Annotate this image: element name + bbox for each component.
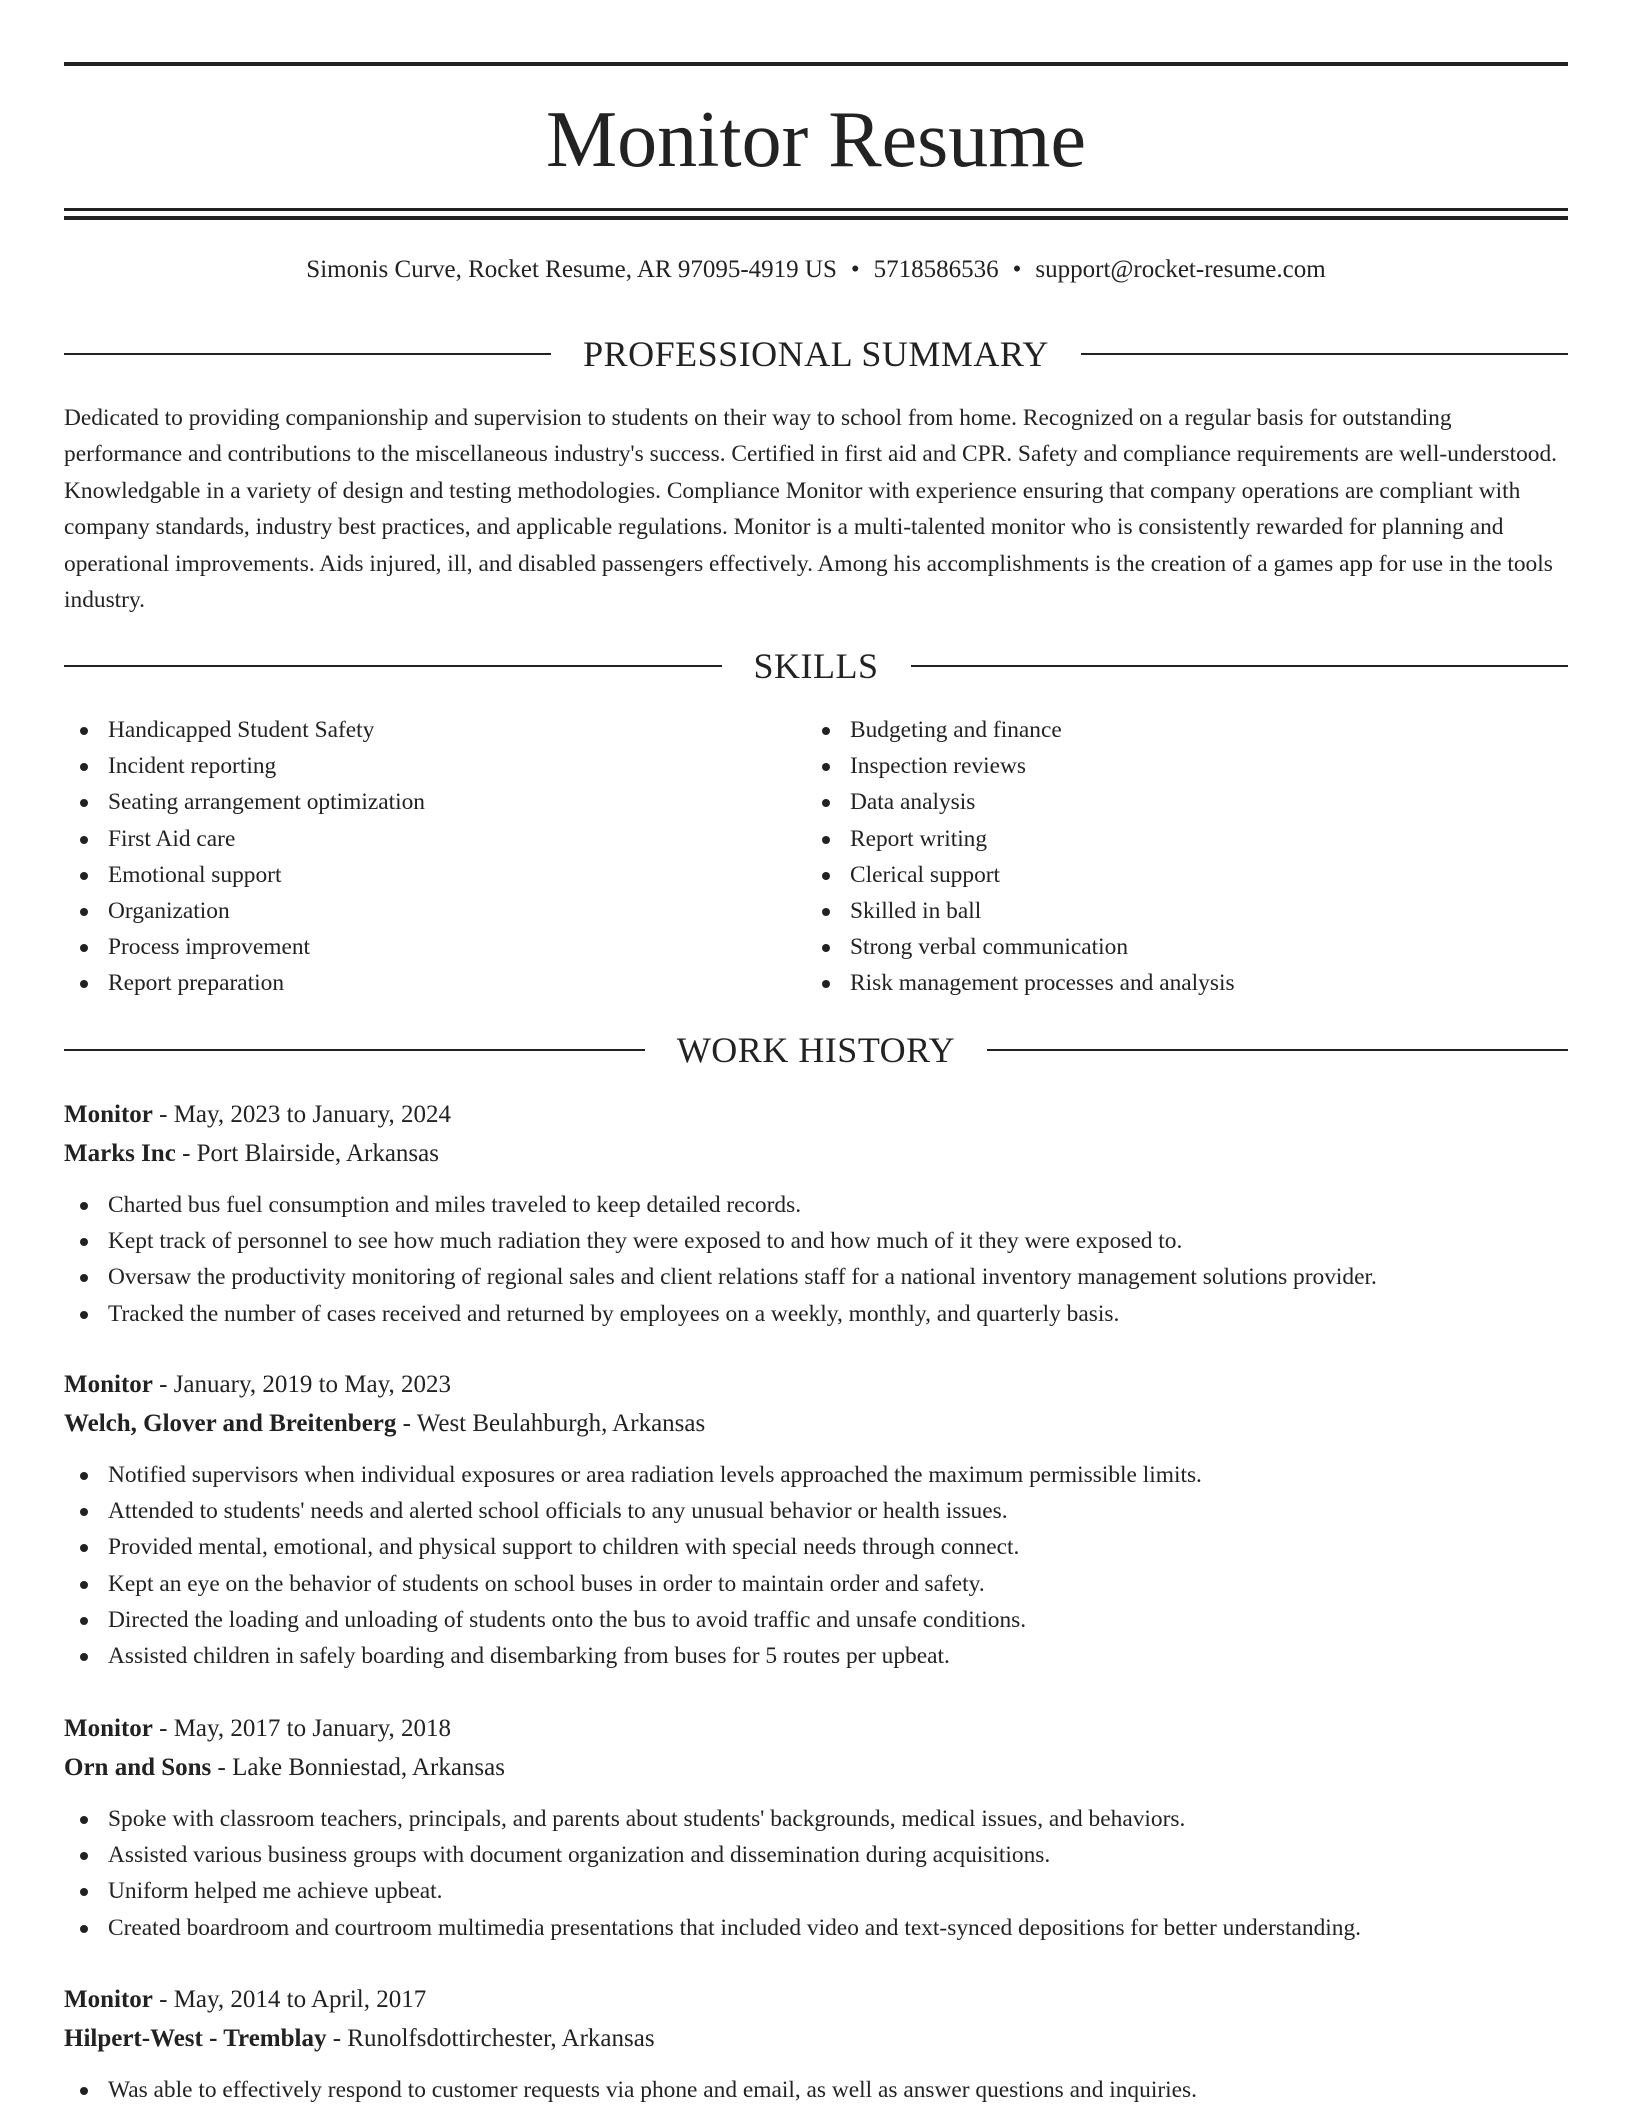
skill-item: First Aid care (64, 821, 806, 857)
job-location: - Port Blairside, Arkansas (175, 1139, 439, 1167)
job-bullet: Charted bus fuel consumption and miles traveled to keep detailed records. (64, 1187, 1568, 1223)
skill-item: Clerical support (806, 857, 1548, 893)
job-dates: - May, 2014 to April, 2017 (152, 1986, 427, 2013)
skill-item: Process improvement (64, 929, 806, 965)
job-bullet: Kept track of personnel to see how much radiation they were exposed to and how much of it they were exposed to. (64, 1223, 1568, 1259)
skill-item: Data analysis (806, 784, 1548, 820)
work-heading-row (64, 1028, 1568, 1072)
summary-heading: PROFESSIONAL SUMMARY (583, 334, 1049, 374)
skill-item: Skilled in ball (806, 893, 1548, 929)
resume-title: Monitor Resume (546, 96, 1086, 184)
skill-item: Inspection reviews (806, 748, 1548, 784)
job-bullet: Created boardroom and courtroom multimedia presentations that included video and text-synced depositions for better understanding. (64, 1910, 1568, 1946)
heading-rule-right (1081, 353, 1568, 355)
contact-phone: 5718586536 (873, 256, 999, 283)
job-entry (64, 1981, 1568, 2108)
job-dates: - May, 2017 to January, 2018 (152, 1715, 451, 1742)
job-title-line (64, 1366, 1568, 1405)
job-bullets (64, 1187, 1568, 1332)
contact-line (64, 254, 1568, 286)
contact-separator: • (1012, 256, 1022, 283)
job-bullet: Directed the loading and unloading of students onto the bus to avoid traffic and unsafe conditions. (64, 1602, 1568, 1638)
heading-rule-right (987, 1049, 1568, 1051)
job-entry (64, 1710, 1568, 1946)
skill-item: Emotional support (64, 857, 806, 893)
job-company-line (64, 1749, 1568, 1788)
skills-column-right (806, 712, 1548, 1002)
heading-rule-right (911, 665, 1569, 667)
skill-item: Strong verbal communication (806, 929, 1548, 965)
job-location: - West Beulahburgh, Arkansas (396, 1409, 706, 1437)
job-bullet: Spoke with classroom teachers, principals, and parents about students' backgrounds, medical issues, and behaviors. (64, 1801, 1568, 1837)
heading-rule-left (64, 353, 551, 355)
job-title: Monitor (64, 1371, 153, 1398)
contact-email: support@rocket-resume.com (1035, 256, 1326, 283)
work-heading: WORK HISTORY (676, 1030, 956, 1070)
job-bullet: Assisted various business groups with document organization and dissemination during acquisitions. (64, 1837, 1568, 1873)
skill-item: Seating arrangement optimization (64, 784, 806, 820)
job-entry (64, 1096, 1568, 1332)
job-title: Monitor (64, 1715, 153, 1742)
job-company-line (64, 2020, 1568, 2059)
skill-item: Incident reporting (64, 748, 806, 784)
job-title-line (64, 1981, 1568, 2020)
job-bullet: Was able to effectively respond to customer requests via phone and email, as well as answer questions and inquiries. (64, 2072, 1568, 2108)
skills-heading: SKILLS (753, 646, 879, 686)
job-location: - Runolfsdottirchester, Arkansas (326, 2024, 655, 2052)
job-bullet: Kept an eye on the behavior of students on school buses in order to maintain order and safety. (64, 1566, 1568, 1602)
skill-item: Budgeting and finance (806, 712, 1548, 748)
job-bullets (64, 1801, 1568, 1946)
header-top-rule (64, 62, 1568, 66)
job-location: - Lake Bonniestad, Arkansas (211, 1753, 505, 1781)
job-title: Monitor (64, 1986, 153, 2013)
job-bullet: Notified supervisors when individual exposures or area radiation levels approached the maximum permissible limits. (64, 1457, 1568, 1493)
job-company: Welch, Glover and Breitenberg (64, 1409, 397, 1437)
job-bullet: Uniform helped me achieve upbeat. (64, 1873, 1568, 1909)
job-bullet: Assisted children in safely boarding and disembarking from buses for 5 routes per upbeat. (64, 1638, 1568, 1674)
job-bullet: Attended to students' needs and alerted school officials to any unusual behavior or health issues. (64, 1493, 1568, 1529)
skills-list (64, 712, 1568, 1002)
skills-column-left (64, 712, 806, 1002)
header-bottom-rule-thick (64, 216, 1568, 220)
job-title: Monitor (64, 1101, 153, 1128)
heading-rule-left (64, 665, 722, 667)
summary-text: Dedicated to providing companionship and supervision to students on their way to school from home. Recognized on a regular basis for outstanding performance and contributions to the miscellaneous industry's success. Certified in first aid and CPR. Safety and compliance requirements are well-understood. Knowledgable in a variety of design and testing methodologies. Compliance Monitor with experience ensuring that company operations are compliant with company standards, industry best practices, and applicable regulations. Monitor is a multi-talented monitor who is consistently rewarded for planning and operational improvements. Aids injured, ill, and disabled passengers effectively. Among his accomplishments is the creation of a games app for use in the tools industry. (64, 405, 1558, 614)
header-bottom-rule (64, 208, 1568, 211)
skill-item: Report writing (806, 821, 1548, 857)
job-dates: - May, 2023 to January, 2024 (152, 1101, 451, 1128)
job-title-line (64, 1710, 1568, 1749)
skill-item: Report preparation (64, 965, 806, 1001)
job-company: Marks Inc (64, 1139, 176, 1167)
job-company-line (64, 1405, 1568, 1444)
job-company: Orn and Sons (64, 1753, 212, 1781)
job-bullets (64, 2072, 1568, 2108)
heading-rule-left (64, 1049, 645, 1051)
contact-address: Simonis Curve, Rocket Resume, AR 97095-4919 US (306, 256, 837, 283)
job-bullets (64, 1457, 1568, 1674)
job-bullet: Tracked the number of cases received and returned by employees on a weekly, monthly, and quarterly basis. (64, 1296, 1568, 1332)
job-company: Hilpert-West - Tremblay (64, 2024, 327, 2052)
skill-item: Risk management processes and analysis (806, 965, 1548, 1001)
skills-heading-row (64, 644, 1568, 688)
job-bullet: Oversaw the productivity monitoring of regional sales and client relations staff for a national inventory management solutions provider. (64, 1259, 1568, 1295)
summary-heading-row (64, 332, 1568, 376)
skill-item: Handicapped Student Safety (64, 712, 806, 748)
job-bullet: Provided mental, emotional, and physical support to children with special needs through connect. (64, 1529, 1568, 1565)
job-dates: - January, 2019 to May, 2023 (152, 1371, 451, 1398)
job-company-line (64, 1135, 1568, 1174)
contact-separator: • (850, 256, 860, 283)
skill-item: Organization (64, 893, 806, 929)
job-title-line (64, 1096, 1568, 1135)
job-entry (64, 1366, 1568, 1674)
